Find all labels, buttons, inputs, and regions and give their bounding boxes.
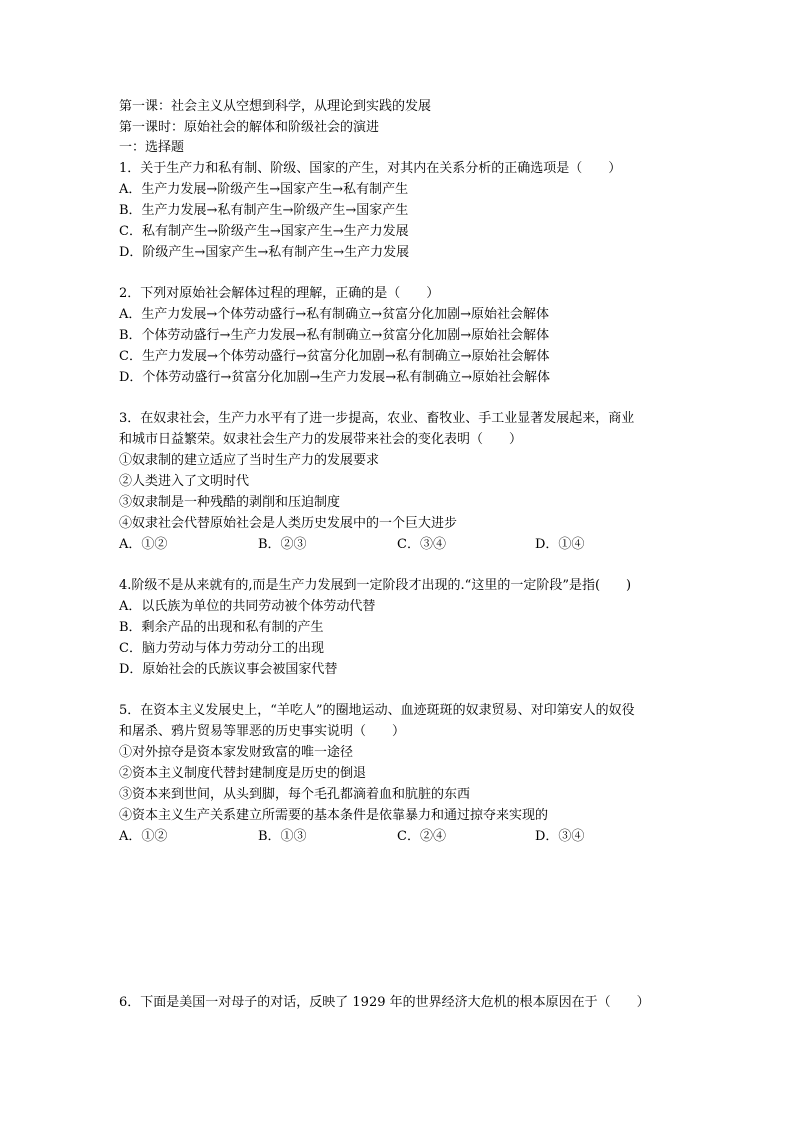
section-heading: 一：选择题	[119, 140, 185, 155]
q3-option-c: C．③④	[397, 537, 446, 552]
q2-option-a: A．生产力发展→个体劳动盛行→私有制确立→贫富分化加剧→原始社会解体	[119, 307, 549, 322]
q5-option-d: D．③④	[535, 829, 585, 844]
q3-stem-line2: 和城市日益繁荣。奴隶社会生产力的发展带来社会的变化表明（ ）	[119, 432, 523, 447]
q1-option-a: A．生产力发展→阶级产生→国家产生→私有制产生	[119, 182, 409, 197]
q3-statement-3: ③奴隶制是一种残酷的剥削和压迫制度	[119, 495, 341, 510]
q2-option-c: C．生产力发展→个体劳动盛行→贫富分化加剧→私有制确立→原始社会解体	[119, 349, 550, 364]
q3-options-row	[119, 537, 679, 553]
q5-statement-3: ③资本来到世间，从头到脚，每个毛孔都滴着血和肮脏的东西	[119, 787, 471, 802]
q2-option-d: D．个体劳动盛行→贫富分化加剧→生产力发展→私有制确立→原始社会解体	[119, 370, 550, 385]
q3-option-b: B．②③	[258, 537, 307, 552]
q2-stem: 2．下列对原始社会解体过程的理解，正确的是（ ）	[119, 286, 440, 301]
q3-option-d: D．①④	[535, 537, 585, 552]
q4-option-d: D．原始社会的氏族议事会被国家代替	[119, 662, 338, 677]
q5-option-a: A．①②	[119, 829, 168, 844]
q5-option-b: B．①③	[258, 829, 307, 844]
q5-option-c: C．②④	[397, 829, 446, 844]
q1-option-d: D．阶级产生→国家产生→私有制产生→生产力发展	[119, 245, 410, 260]
q2-option-b: B．个体劳动盛行→生产力发展→私有制确立→贫富分化加剧→原始社会解体	[119, 328, 550, 343]
q3-stem-line1: 3．在奴隶社会，生产力水平有了进一步提高，农业、畜牧业、手工业显著发展起来，商业	[119, 411, 635, 426]
q4-option-b: B．剩余产品的出现和私有制的产生	[119, 620, 324, 635]
q5-options-row	[119, 829, 679, 845]
lesson-title: 第一课：社会主义从空想到科学，从理论到实践的发展	[119, 99, 432, 114]
q3-statement-4: ④奴隶社会代替原始社会是人类历史发展中的一个巨大进步	[119, 516, 458, 531]
q3-statement-1: ①奴隶制的建立适应了当时生产力的发展要求	[119, 453, 380, 468]
q4-option-c: C．脑力劳动与体力劳动分工的出现	[119, 641, 324, 656]
q3-statement-2: ②人类进入了文明时代	[119, 474, 250, 489]
q5-stem-line2: 和屠杀、鸦片贸易等罪恶的历史事实说明（ ）	[119, 724, 406, 739]
q6-stem: 6．下面是美国一对母子的对话，反映了 1929 年的世界经济大危机的根本原因在于（ ）	[119, 995, 650, 1010]
q1-option-c: C．私有制产生→阶级产生→国家产生→生产力发展	[119, 224, 409, 239]
q3-option-a: A．①②	[119, 537, 168, 552]
q5-statement-2: ②资本主义制度代替封建制度是历史的倒退	[119, 766, 367, 781]
q1-stem: 1．关于生产力和私有制、阶级、国家的产生，对其内在关系分析的正确选项是（ ）	[119, 161, 622, 176]
q4-option-a: A．以氏族为单位的共同劳动被个体劳动代替	[119, 599, 376, 614]
period-title: 第一课时：原始社会的解体和阶级社会的演进	[119, 120, 380, 135]
q5-stem-line1: 5．在资本主义发展史上，“羊吃人”的圈地运动、血迹斑斑的奴隶贸易、对印第安人的奴役	[119, 703, 635, 718]
q1-option-b: B．生产力发展→私有制产生→阶级产生→国家产生	[119, 203, 409, 218]
q4-stem: 4.阶级不是从来就有的,而是生产力发展到一定阶段才出现的.“这里的一定阶段”是指( )	[119, 578, 632, 593]
q5-statement-1: ①对外掠夺是资本家发财致富的唯一途径	[119, 745, 354, 760]
q5-statement-4: ④资本主义生产关系建立所需要的基本条件是依靠暴力和通过掠夺来实现的	[119, 808, 549, 823]
